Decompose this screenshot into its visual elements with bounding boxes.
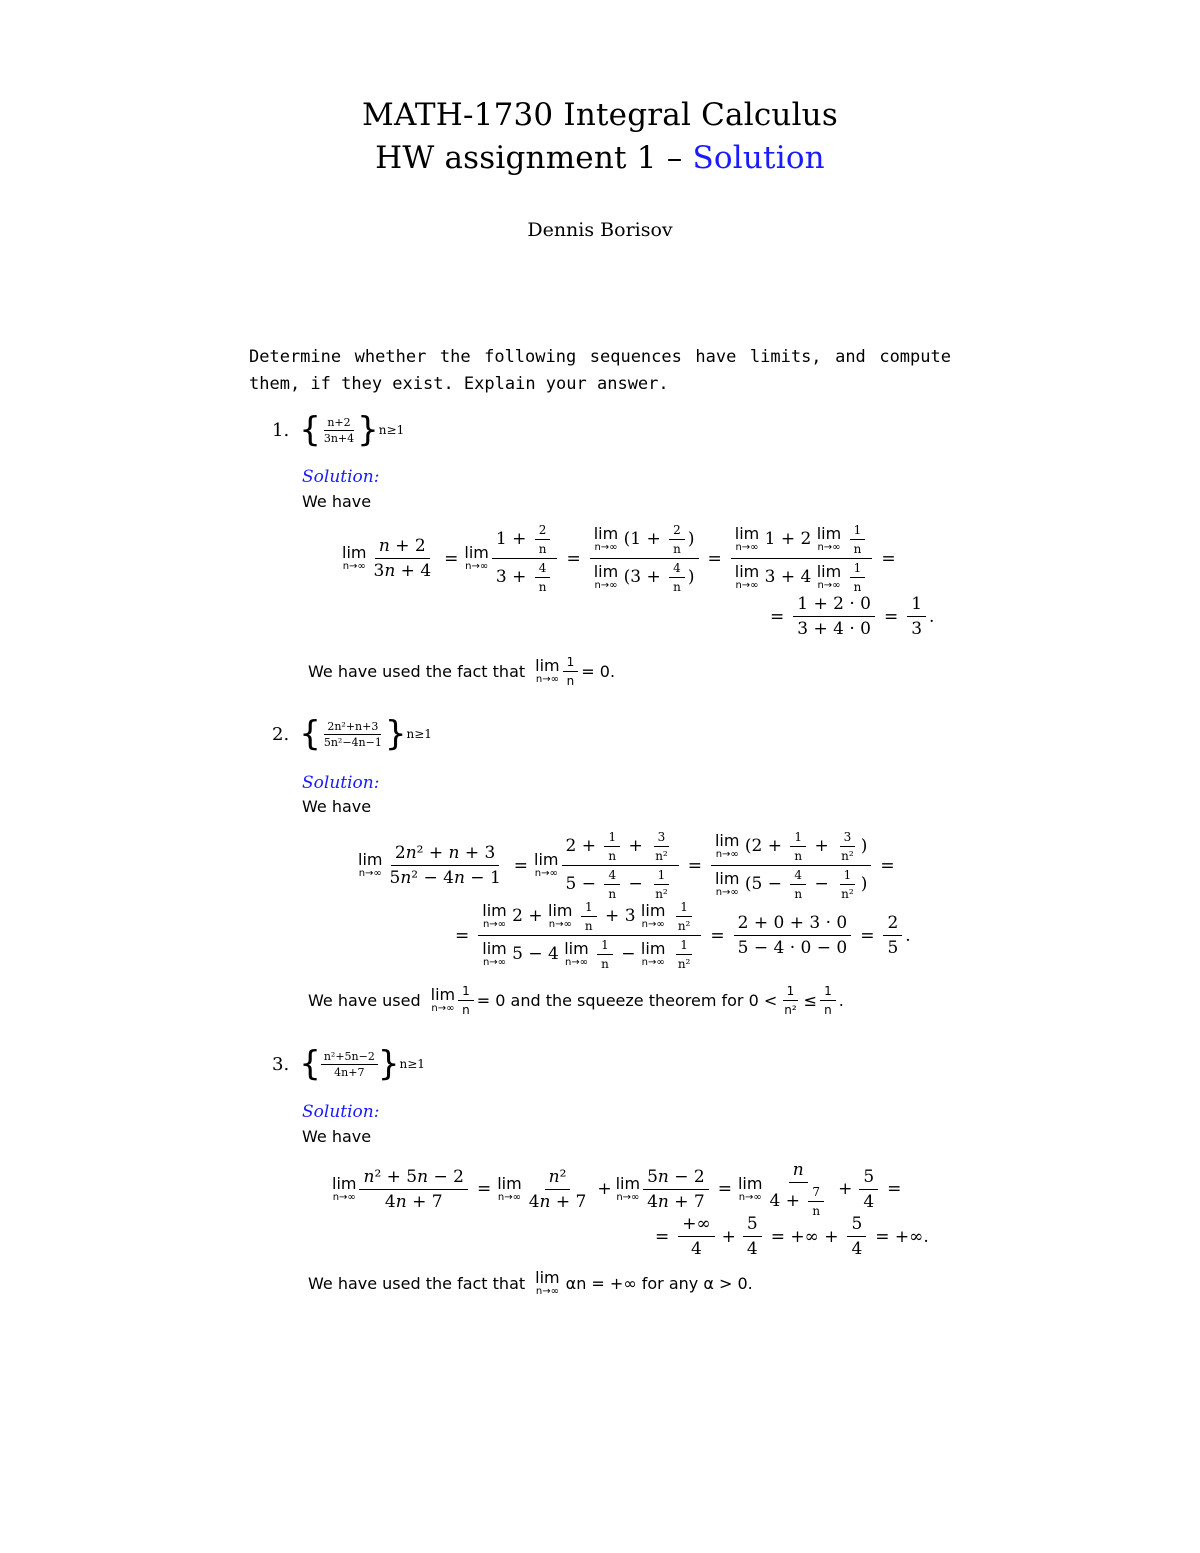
problem-1-statement (272, 410, 404, 450)
solution-label: Solution: (302, 467, 380, 487)
problem-number: 1. (272, 419, 290, 441)
solution-label: Solution: (302, 1102, 380, 1122)
seq-numerator: 2n²+n+3 (324, 720, 381, 735)
we-have-label: We have (302, 1127, 372, 1146)
left-brace: { (299, 410, 321, 450)
sequence-fraction (321, 720, 385, 749)
problem-number: 3. (272, 1053, 290, 1075)
problem-1-equation-line-1: lim n→∞ $\frac{n + 2}{3n + 4}$ = lim n→∞ 1 + $\frac{2}{n}$ 3 + $\frac{4}{n}$ = lim n→∞ (1 + $\frac{2}{n}$ ) lim n→∞ (3 + $\frac{4}{n}$ ) = lim n→∞ 1 + 2 lim n→∞ $\frac{1}{n}$ lim n→∞ 3 + 4 lim n→∞ $\frac{1}{n}$ = (342, 523, 896, 594)
problem-3-statement (272, 1044, 425, 1084)
problem-2-equation-line-1: lim n→∞ $\frac{\text{2n² + n + 3}}{\text{5n² − 4n − 1}}$ = lim n→∞ 2 + $\frac{1}{n}$ + $\frac{3}{\text{n²}}$ 5 − $\frac{4}{n}$ − $\frac{1}{\text{n²}}$ = lim n→∞ (2 + $\frac{1}{n}$ + $\frac{3}{\text{n²}}$ ) lim n→∞ (5 − $\frac{4}{n}$ − $\frac{1}{\text{n²}}$ ) = (358, 830, 895, 901)
problem-2-equation-line-2: = lim n→∞ 2 + lim n→∞ $\frac{1}{n}$ + 3 lim n→∞ $\frac{1}{\text{n²}}$ lim n→∞ 5 − 4 lim n→∞ $\frac{1}{n}$ − lim n→∞ $\frac{1}{\text{n²}}$ = $\frac{2 + 0 + 3 \cdot 0}{5 - 4 \cdot 0 - 0}$ = $\frac{2}{5}$ . (455, 900, 911, 971)
problem-3-note: We have used the fact that lim n→∞ αn = +∞ for any α > 0. (308, 1268, 753, 1297)
note-suffix: = 0. (581, 662, 616, 681)
note-suffix: αn = +∞ for any α > 0. (565, 1274, 753, 1293)
right-brace: } (357, 410, 379, 450)
right-brace: } (384, 714, 407, 754)
seq-numerator: n+2 (324, 416, 353, 431)
we-have-label: We have (302, 492, 372, 511)
seq-denominator: 5n²−4n−1 (323, 735, 382, 749)
sequence-index: n≥1 (406, 727, 432, 741)
problem-2-note: We have used lim n→∞ $\frac{1}{n}$ = 0 and the squeeze theorem for 0 < $\frac{1}{\text{n²}}$ ≤ $\frac{1}{n}$ . (308, 984, 844, 1017)
page-title: MATH-1730 Integral Calculus (362, 97, 838, 133)
note-text: We have used (308, 991, 421, 1010)
note-end: . (838, 991, 844, 1010)
sequence-fraction (321, 1050, 378, 1079)
seq-denominator: 4n+7 (334, 1065, 365, 1079)
problem-2-statement (272, 714, 432, 754)
left-brace: { (299, 714, 321, 754)
sequence-index: n≥1 (378, 423, 405, 437)
left-brace: { (299, 1044, 321, 1084)
note-text: We have used the fact that (308, 662, 526, 681)
sequence-index: n≥1 (399, 1057, 425, 1071)
note-suffix: = 0 and the squeeze theorem for 0 < (476, 991, 778, 1010)
we-have-label: We have (302, 797, 372, 816)
subtitle-solution: Solution (692, 140, 825, 176)
seq-denominator: 3n+4 (323, 431, 355, 445)
page-subtitle (0, 140, 1200, 176)
seq-numerator: n²+5n−2 (321, 1050, 378, 1065)
sequence-fraction (321, 416, 357, 445)
problem-3-equation-line-2: = $\frac{+\infty}{4}$ + $\frac{5}{4}$ = +∞ + $\frac{5}{4}$ = +∞. (655, 1214, 929, 1259)
solution-label: Solution: (302, 773, 380, 793)
right-brace: } (377, 1044, 400, 1084)
problem-number: 2. (272, 723, 290, 745)
subtitle-prefix: HW assignment 1 – (375, 140, 693, 176)
problem-1-note: We have used the fact that lim n→∞ $\frac{1}{n}$ = 0. (308, 655, 616, 688)
author: Dennis Borisov (527, 219, 673, 241)
problem-1-equation-line-2: = $\frac{1 + 2 \cdot 0}{3 + 4 \cdot 0}$ = $\frac{1}{3}$ . (770, 594, 935, 639)
problem-3-equation-line-1: lim n→∞ $\frac{\text{n² + 5n − 2}}{4n + 7}$ = lim n→∞ $\frac{\text{n²}}{4n + 7}$ + lim n→∞ $\frac{5n - 2}{4n + 7}$ = lim n→∞ n 4 + $\frac{7}{n}$ + $\frac{5}{4}$ = (332, 1160, 902, 1218)
note-text: We have used the fact that (308, 1274, 526, 1293)
intro-text: Determine whether the following sequences have limits, and compute them, if they exist. Explain your answer. (249, 347, 951, 394)
